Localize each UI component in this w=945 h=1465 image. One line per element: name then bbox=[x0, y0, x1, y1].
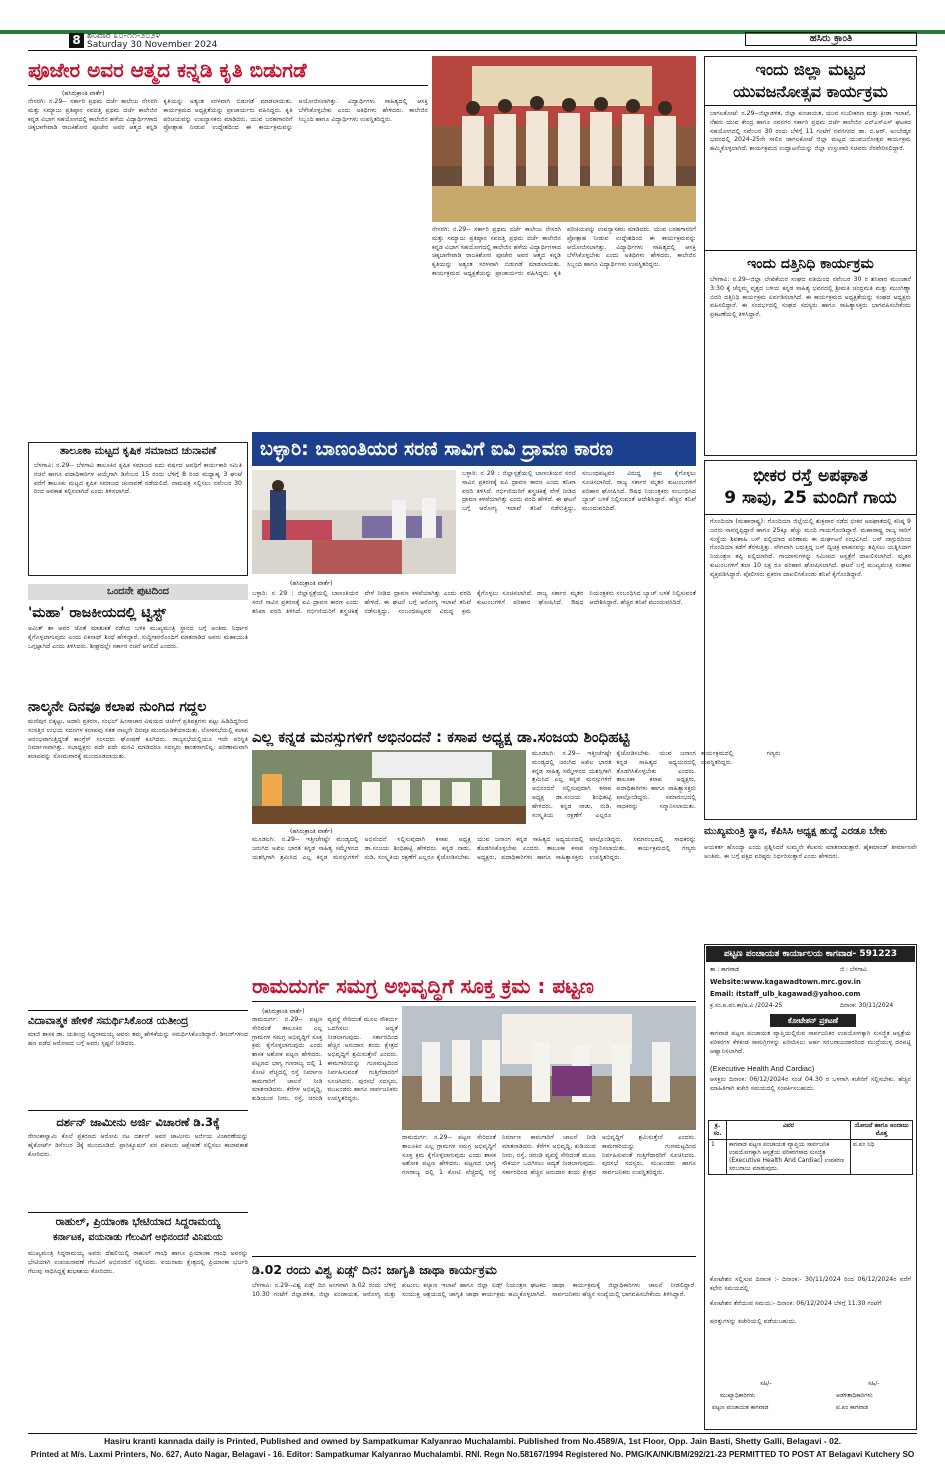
darshan-headline: ದರ್ಶನ್ ಜಾಮೀನು ಅರ್ಜಿ ವಿಚಾರಣೆ ಡಿ.3ಕ್ಕೆ bbox=[56, 1115, 220, 1129]
issue-date-kannada: ಶನಿವಾರ ೩೦-೧೧-೨೦೨೪ bbox=[87, 31, 161, 41]
divider-left-2 bbox=[28, 1110, 248, 1111]
footer-line-1: Hasiru kranti kannada daily is Printed, Published and owned by Sampatkumar Kalyanrao Muchalambi. Published from No.4589/A, 1st Floor, Opp. Jain Basti, Shetty Galli, Belagavi - 02. bbox=[104, 1436, 841, 1446]
ballari-photo bbox=[252, 470, 456, 574]
tender-ref: ಕ್ರ.ಸಂ.ಪ.ಪಂ.ಕಾ/ಅ.ವಿ /2024-25 bbox=[710, 1002, 783, 1009]
story1-headline: ಪೂಜೇರ ಅವರ ಆತ್ಮದ ಕನ್ನಡಿ ಕೃತಿ ಬಿಡುಗಡೆ bbox=[28, 58, 307, 82]
tender-col-amount: ಯೋಜನೆ ಹಾಗೂ ಅಂದಾಜು ಮೊತ್ತ bbox=[851, 1121, 913, 1140]
yuva-headline-1: ಇಂದು ಜಿಲ್ಲಾ ಮಟ್ಟದ bbox=[755, 60, 866, 79]
masthead: ಹಸಿರು ಕ್ರಾಂತಿ bbox=[745, 32, 917, 46]
ramdurg-body: ರಾಮದುರ್ಗ: ನ.29-- ಪಟ್ಟಣ ಸೇರಿದಂತೆ ತಾಲೂಕಿನ ಎಲ್ಲ ಗ್ರಾಮಗಳ ಸಮಗ್ರ ಅಭಿವೃದ್ಧಿಗೆ ಸೂಕ್ತ ಕ್ರಮ ಕೈಗೊಳ್ಳಲಾಗುವುದು ಎಂದು ಶಾಸಕ ಅಶೋಕ ಪಟ್ಟಣ ಹೇಳಿದರು. ಪಟ್ಟಣದ ಭಾಗ್ಯ ಗಣರಾಜ್ಯ ದಲ್ಲಿ 1 ಕೋಟಿ ವೆಚ್ಚದಲ್ಲಿ ರಸ್ತೆ ನಿರ್ಮಾಣ ಕಾಮಗಾರಿಗೆ ಚಾಲನೆ ನೀಡಿ ಮಾತನಾಡಿದರು. ಕೆರೆಗಳ ಅಭಿವೃದ್ಧಿ, ಕುಡಿಯುವ ನೀರು, ರಸ್ತೆ, ಚರಂಡಿ ವ್ಯವಸ್ಥೆ ಸೇರಿದಂತೆ ಮೂಲ ಸೌಕರ್ಯ ಒದಗಿಸಲು ಆದ್ಯತೆ ನೀಡಲಾಗುವುದು. ಸರ್ಕಾರದಿಂದ ಹೆಚ್ಚಿನ ಅನುದಾನ ತಂದು ಕ್ಷೇತ್ರದ ಅಭಿವೃದ್ಧಿಗೆ ಶ್ರಮಿಸುತ್ತೇನೆ ಎಂದರು. ಕಾಮಗಾರಿಯನ್ನು ಗುಣಮಟ್ಟದಿಂದ ನಿರ್ವಹಿಸುವಂತೆ ಗುತ್ತಿಗೆದಾರರಿಗೆ ಸೂಚಿಸಿದರು. ಪುರಸಭೆ ಸದಸ್ಯರು, ಮುಖಂಡರು ಹಾಗೂ ಸಾರ್ವಜನಿಕರು ಉಪಸ್ಥಿತರಿದ್ದರು. bbox=[252, 1016, 398, 1103]
accident-rule bbox=[704, 514, 917, 515]
tender-equipment: (Executive Health And Cardiac) bbox=[710, 1064, 815, 1073]
vidhayaka-body: ಮಾಜಿ ಶಾಸಕ ಡಾ. ಯತೀಂದ್ರ ಸಿದ್ದರಾಮಯ್ಯ ಅವರು ತಮ್ಮ ಹೇಳಿಕೆಯನ್ನು ಸಮರ್ಥಿಸಿಕೊಂಡಿದ್ದಾರೆ. ಡೀಲರ್‌ಗಳಿಂದ ಹಣ ಪಡೆದ ಆರೋಪದ ಬಗ್ಗೆ ಅವರು ಸ್ಪಷ್ಟನೆ ನೀಡಿದರು. bbox=[28, 1031, 248, 1047]
tender-intro: ಕಾಗವಾಡ ಪಟ್ಟಣ ಪಂಚಾಯತ ವ್ಯಾಪ್ತಿಯಲ್ಲಿರುವ ಸಾರ್ವಜನಿಕರ ಉಪಯೋಗಕ್ಕಾಗಿ ಸುಸಜ್ಜಿತ ಆಸ್ಪತ್ರೆಯ ಪರಿಕರಗಳ ಕೆಳಕಂಡ ಸಾಮಗ್ರಿಗಳನ್ನು ಖರೀದಿಸಲು ಅರ್ಹ ಸರಬರಾಜುದಾರರಿಂದ ಮುದ್ರೆಯುಳ್ಳ ದರಪಟ್ಟಿ ಆಹ್ವಾನಿಸಲಾಗಿದೆ. bbox=[710, 1030, 911, 1055]
kasapa-body: ಮೂಡಲಗಿ: ನ.29-- ಇತ್ತೀಚೆಗಷ್ಟೇ ಮಂಡ್ಯದಲ್ಲಿ ಜರುಗಿದ ಅಖಿಲ ಭಾರತ ಕನ್ನಡ ಸಾಹಿತ್ಯ ಸಮ್ಮೇಳನದ ಯಶಸ್ಸಿಗಾಗಿ ಶ್ರಮಿಸಿದ ಎಲ್ಲ ಕನ್ನಡ ಮನಸ್ಸುಗಳಿಗೆ ಅಭಿನಂದನೆ ಸಲ್ಲಿಸುವುದಾಗಿ ಕಸಾಪ ಅಧ್ಯಕ್ಷ ಡಾ.ಸಂಜಯ ಶಿಂಧಿಹಟ್ಟಿ ಹೇಳಿದರು. ಕನ್ನಡ ನಾಡು, ನುಡಿ, ಸಂಸ್ಕೃತಿಯ ರಕ್ಷಣೆಗೆ ಎಲ್ಲರೂ ಕೈಜೋಡಿಸಬೇಕು. ಯುವ ಜನಾಂಗ ಕನ್ನಡ ಸಾಹಿತ್ಯದ ಅಧ್ಯಯನದಲ್ಲಿ ತೊಡಗಿಸಿಕೊಳ್ಳಬೇಕು ಎಂದರು. ತಾಲೂಕಾ ಕಸಾಪ ಅಧ್ಯಕ್ಷರು, ಪದಾಧಿಕಾರಿಗಳು ಹಾಗೂ ಸಾಹಿತ್ಯಾಸಕ್ತರು ಪಾಲ್ಗೊಂಡಿದ್ದರು. ಸಮಾರಂಭದಲ್ಲಿ ಸಾಧಕರನ್ನು ಸನ್ಮಾನಿಸಲಾಯಿತು. ಕಾರ್ಯಕ್ರಮದಲ್ಲಿ ಗಣ್ಯರು ಉಪಸ್ಥಿತರಿದ್ದರು. bbox=[252, 836, 696, 861]
tender-taluk: ತಾ : ಕಾಗವಾಡ bbox=[710, 966, 739, 973]
tender-notice-title: ಕೋಟೇಶನ್ ಪ್ರಕಟಣೆ bbox=[770, 1014, 856, 1027]
tender-open-date: ಕೋಟೇಶನ ತೆರೆಯುವ ಸಮಯ:- ದಿನಾಂಕ: 06/12/2024 ಬೆಳಿಗ್ಗೆ 11.30 ಗಂಟೆಗೆ bbox=[710, 1300, 882, 1307]
accident-headline-1: ಭೀಕರ ರಸ್ತೆ ಅಪಘಾತ bbox=[753, 466, 868, 486]
story1-photo bbox=[432, 56, 696, 222]
ramdurg-rule bbox=[252, 1001, 696, 1002]
cm-headline: ಮುಖ್ಯಮಂತ್ರಿ ಸ್ಥಾನ, ಕೆಪಿಸಿಸಿ ಅಧ್ಯಕ್ಷ ಹುದ್ದೆ ಎರಡೂ ಬೇಕು bbox=[704, 826, 888, 837]
divider-left-1 bbox=[28, 1010, 248, 1011]
divider-1 bbox=[704, 250, 917, 251]
maha-body: ಅಮಿತ್ ಶಾ ಅವರ ಜೊತೆ ಮಾತುಕತೆ ನಡೆಸಿದ ಬಳಿಕ ಮುಖ್ಯಮಂತ್ರಿ ಸ್ಥಾನದ ಬಗ್ಗೆ ಅಂತಿಮ ನಿರ್ಧಾರ ಕೈಗೊಳ್ಳಲಾಗುವುದು ಎಂದು ಏಕನಾಥ್ ಶಿಂಧೆ ಹೇಳಿದ್ದಾರೆ. ಸುದ್ದಿಗಾರರೊಂದಿಗೆ ಮಾತನಾಡಿದ ಅವರು ಮಹಾಯುತಿ ಒಗ್ಗಟ್ಟಾಗಿದೆ ಎಂದು ತಿಳಿಸಿದರು. ಶೀಘ್ರದಲ್ಲೇ ಸರ್ಕಾರ ರಚನೆ ಆಗಲಿದೆ ಎಂದರು. bbox=[28, 625, 248, 650]
aids-body: ಬೆಳಗಾವಿ: ನ.29--ವಿಶ್ವ ಏಡ್ಸ್ ದಿನ ಅಂಗವಾಗಿ ಡಿ.02 ರಂದು ಬೆಳಿಗ್ಗೆ 10.30 ಗಂಟೆಗೆ ಜಿಲ್ಲಾಡಳಿತ, ಜಿಲ್ಲಾ ಪಂಚಾಯತ, ಆರೋಗ್ಯ ಮತ್ತು ಕುಟುಂಬ ಕಲ್ಯಾಣ ಇಲಾಖೆ ಹಾಗೂ ಜಿಲ್ಲಾ ಏಡ್ಸ್ ನಿಯಂತ್ರಣ ಘಟಕದ ಸಂಯುಕ್ತ ಆಶ್ರಯದಲ್ಲಿ ಜಾಗೃತಿ ಜಾಥಾ ಕಾರ್ಯಕ್ರಮ ಹಮ್ಮಿಕೊಳ್ಳಲಾಗಿದೆ. ಜಾಥಾ ಕಾರ್ಯಕ್ರಮಕ್ಕೆ ಜಿಲ್ಲಾಧಿಕಾರಿಗಳು ಚಾಲನೆ ನೀಡಲಿದ್ದಾರೆ. ಸಾರ್ವಜನಿಕರು ಹೆಚ್ಚಿನ ಸಂಖ್ಯೆಯಲ್ಲಿ ಭಾಗವಹಿಸಬೇಕೆಂದು ತಿಳಿಸಿದ್ದಾರೆ. bbox=[252, 1282, 696, 1298]
cm-body: ಆಯಕರ್ತ ಹೊಂದ್ಯಾ ಎಂದು ಪ್ರಶ್ನಿಸಿದರೆ ಸುಮ್ಮನೇ ಕೆಲವರು ಮಾತನಾಡುತ್ತಾರೆ. ಹೈಕಮಾಂಡ್ ತೀರ್ಮಾನವೇ ಅಂತಿಮ. ಈ ಬಗ್ಗೆ ಪಕ್ಷದ ವರಿಷ್ಠರು ನಿರ್ಧರಿಸುತ್ತಾರೆ ಎಂದು ಹೇಳಿದರು. bbox=[704, 844, 917, 860]
tender-district: ಜಿ : ಬೆಳಗಾವಿ bbox=[840, 966, 867, 973]
ballari-body: ಬಳ್ಳಾರಿ: ನ 29 : ಜಿಲ್ಲಾಸ್ಪತ್ರೆಯಲ್ಲಿ ಬಾಣಂತಿಯರ ಸರಣಿ ಸಾವಿನ ಪ್ರಕರಣಕ್ಕೆ ಐವಿ ದ್ರಾವಣ ಕಾರಣ ಎಂದು ತನಿಖಾ ವರದಿ ತಿಳಿಸಿದೆ. ಗರ್ಭಿಣಿಯರಿಗೆ ಶಸ್ತ್ರಚಿಕಿತ್ಸೆ ವೇಳೆ ನೀಡಿದ ದ್ರಾವಣ ಕಳಪೆಯಾಗಿತ್ತು ಎಂದು ವರದಿ ಹೇಳಿದೆ. ಈ ಘಟನೆ ಬಗ್ಗೆ ಆರೋಗ್ಯ ಇಲಾಖೆ ತನಿಖೆ ನಡೆಸುತ್ತಿದ್ದು, ಸಂಬಂಧಪಟ್ಟವರ ವಿರುದ್ಧ ಕ್ರಮ ಕೈಗೊಳ್ಳಲು ಸೂಚಿಸಲಾಗಿದೆ. ರಾಜ್ಯ ಸರ್ಕಾರ ಮೃತರ ಕುಟುಂಬಗಳಿಗೆ ಪರಿಹಾರ ಘೋಷಿಸಿದೆ. ಔಷಧ ನಿಯಂತ್ರಕರು ಸಂಬಂಧಿಸಿದ ಬ್ಯಾಚ್ ಬಳಕೆ ನಿಲ್ಲಿಸುವಂತೆ ಆದೇಶಿಸಿದ್ದಾರೆ. ಹೆಚ್ಚಿನ ತನಿಖೆ ಮುಂದುವರಿದಿದೆ. bbox=[462, 470, 696, 513]
kasapa-photo bbox=[252, 750, 526, 824]
tender-row-desc: ಕಾಗವಾಡ ಪಟ್ಟಣ ಪಂಚಾಯತ ವ್ಯಾಪ್ತಿಯ ಸಾರ್ವಜನಿಕ ಉಪಯೋಗಕ್ಕಾಗಿ ಆಸ್ಪತ್ರೆಯ ಪರಿಕರಗಳಾದ ಸುಸಜ್ಜಿತ (Executive Health And Cardiac) ಉಪಕರಣ ಸರಬರಾಜು ಮಾಡುವುದು. bbox=[727, 1140, 851, 1175]
darshan-body: ರೇಣುಕಾಸ್ವಾಮಿ ಕೊಲೆ ಪ್ರಕರಣದ ಆರೋಪಿ ನಟ ದರ್ಶನ್ ಅವರ ಜಾಮೀನು ಅರ್ಜಿಯ ವಿಚಾರಣೆಯನ್ನು ಹೈಕೋರ್ಟ್ ಡಿಸೆಂಬರ 3ಕ್ಕೆ ಮುಂದೂಡಿದೆ. ಪ್ರಾಸಿಕ್ಯೂಷನ್ ಪರ ವಕೀಲರು ಆಕ್ಷೇಪಣೆ ಸಲ್ಲಿಸಲು ಕಾಲಾವಕಾಶ ಕೋರಿದರು. bbox=[28, 1133, 248, 1158]
issue-date bbox=[87, 32, 217, 50]
nalkane-body: ಮಣಿಪುರ ಬಿಕ್ಕಟ್ಟು, ಅದಾನಿ ಪ್ರಕರಣ, ಸಂಭಲ್ ಹಿಂಸಾಚಾರ ವಿಷಯದ ಚರ್ಚೆಗೆ ಪ್ರತಿಪಕ್ಷಗಳು ಪಟ್ಟು ಹಿಡಿದಿದ್ದರಿಂದ ಸಂಸತ್ತಿನ ಉಭಯ ಸದನಗಳ ಕಲಾಪವು ಸತತ ನಾಲ್ಕನೇ ದಿನವೂ ಮುಂದೂಡಿಕೆಯಾಯಿತು. ಲೋಕಸಭೆಯಲ್ಲಿ ಕಲಾಪ ಆರಂಭವಾಗುತ್ತಿದ್ದಂತೆ ಕಾಂಗ್ರೆಸ್ ಸಂಸದರು ಘೋಷಣೆ ಕೂಗಿದರು. ರಾಜ್ಯಸಭೆಯಲ್ಲಿಯೂ ಇದೇ ಪರಿಸ್ಥಿತಿ ನಿರ್ಮಾಣವಾಗಿತ್ತು. ಸಭಾಧ್ಯಕ್ಷರು ಪದೇ ಪದೇ ಮನವಿ ಮಾಡಿದರೂ ಸದಸ್ಯರು ಶಾಂತರಾಗಲಿಲ್ಲ. ಪರಿಣಾಮವಾಗಿ ಕಲಾಪವನ್ನು ಸೋಮವಾರಕ್ಕೆ ಮುಂದೂಡಲಾಯಿತು. bbox=[28, 718, 248, 761]
header-rule bbox=[28, 50, 917, 51]
ballari-body-continued: ಬಳ್ಳಾರಿ: ನ 29 : ಜಿಲ್ಲಾಸ್ಪತ್ರೆಯಲ್ಲಿ ಬಾಣಂತಿಯರ ಸರಣಿ ಸಾವಿನ ಪ್ರಕರಣಕ್ಕೆ ಐವಿ ದ್ರಾವಣ ಕಾರಣ ಎಂದು ತನಿಖಾ ವರದಿ ತಿಳಿಸಿದೆ. ಗರ್ಭಿಣಿಯರಿಗೆ ಶಸ್ತ್ರಚಿಕಿತ್ಸೆ ವೇಳೆ ನೀಡಿದ ದ್ರಾವಣ ಕಳಪೆಯಾಗಿತ್ತು ಎಂದು ವರದಿ ಹೇಳಿದೆ. ಈ ಘಟನೆ ಬಗ್ಗೆ ಆರೋಗ್ಯ ಇಲಾಖೆ ತನಿಖೆ ನಡೆಸುತ್ತಿದ್ದು, ಸಂಬಂಧಪಟ್ಟವರ ವಿರುದ್ಧ ಕ್ರಮ ಕೈಗೊಳ್ಳಲು ಸೂಚಿಸಲಾಗಿದೆ. ರಾಜ್ಯ ಸರ್ಕಾರ ಮೃತರ ಕುಟುಂಬಗಳಿಗೆ ಪರಿಹಾರ ಘೋಷಿಸಿದೆ. ಔಷಧ ನಿಯಂತ್ರಕರು ಸಂಬಂಧಿಸಿದ ಬ್ಯಾಚ್ ಬಳಕೆ ನಿಲ್ಲಿಸುವಂತೆ ಆದೇಶಿಸಿದ್ದಾರೆ. ಹೆಚ್ಚಿನ ತನಿಖೆ ಮುಂದುವರಿದಿದೆ. bbox=[252, 590, 696, 615]
tender-col-desc: ವಿವರ bbox=[727, 1121, 851, 1140]
continued-section-label: ಒಂದನೇ ಪುಟದಿಂದ bbox=[28, 584, 248, 600]
story1-body-continued: ನೇಸರಗಿ: ನ.29-- ಸರ್ಕಾರಿ ಪ್ರಥಮ ದರ್ಜೆ ಕಾಲೇಜು ನೇಸರಗಿ ಮತ್ತು ಸಮ್ಯಾಜು ಪ್ರತಿಷ್ಠಾನ ಸವದತ್ತಿ ಪ್ರಥಮ ದರ್ಜೆ ಕಾಲೇಜಿನ ಕನ್ನಡ ವಿಭಾಗ ಸಹಯೋಗದಲ್ಲಿ ಕಾಲೇಜಿನ ಹಳೆಯ ವಿದ್ಯಾರ್ಥಿಗಳಾದ ಚಿಕ್ಕಬಾಗೇವಾಡಿ ರಾಜಕಿಶೋರ ಪೂಜೇರ ಅವರ ಆತ್ಮದ ಕನ್ನಡಿ ಕೃತಿಯನ್ನು ಅತ್ಯಂತ ಸರಳವಾಗಿ ಬಿಡುಗಡೆ ಮಾಡಲಾಯಿತು. ಕಾರ್ಯಕ್ರಮದ ಅಧ್ಯಕ್ಷತೆಯನ್ನು ಪ್ರಾಚಾರ್ಯರು ವಹಿಸಿದ್ದರು. ಕೃತಿ ಪರಿಚಯವನ್ನು ಉಪನ್ಯಾಸಕರು ಮಾಡಿದರು. ಯುವ ಬರಹಗಾರರಿಗೆ ಪ್ರೋತ್ಸಾಹ ನೀಡುವ ಉದ್ದೇಶದಿಂದ ಈ ಕಾರ್ಯಕ್ರಮವನ್ನು ಆಯೋಜಿಸಲಾಗಿತ್ತು. ವಿದ್ಯಾರ್ಥಿಗಳು ಸಾಹಿತ್ಯದಲ್ಲಿ ಆಸಕ್ತಿ ಬೆಳೆಸಿಕೊಳ್ಳಬೇಕು ಎಂದು ಅತಿಥಿಗಳು ಹೇಳಿದರು. ಕಾಲೇಜಿನ ಸಿಬ್ಬಂದಿ ಹಾಗೂ ವಿದ್ಯಾರ್ಥಿಗಳು ಉಪಸ್ಥಿತರಿದ್ದರು. bbox=[432, 226, 696, 277]
footer-rule bbox=[28, 1433, 917, 1434]
tender-sign-right-2: ಆಡಳಿತಾಧಿಕಾರಿಗಳು bbox=[836, 1392, 873, 1399]
kasapa-dateline: (ಹಸಿರುಕ್ರಾಂತಿ ವಾರ್ತೆ) bbox=[290, 828, 333, 835]
krushi-headline: ತಾಲೂಕಾ ಮಟ್ಟದ ಕೃಷಿಕ ಸಮಾಜದ ಚುನಾವಣೆ bbox=[59, 445, 217, 457]
tender-sign-right-3: ಪ.ಪಂ ಕಾಗವಾಡ bbox=[836, 1404, 869, 1411]
aids-rule bbox=[252, 1256, 696, 1257]
ramdurg-dateline: (ಹಸಿರುಕ್ರಾಂತಿ ವಾರ್ತೆ) bbox=[262, 1008, 305, 1015]
tender-sign-right-1: ಸಹಿ/- bbox=[868, 1380, 880, 1387]
accident-body: ಗೊಂದಿಯಾ (ಮಹಾರಾಷ್ಟ್ರ): ಗೊಂದಿಯಾ ಜಿಲ್ಲೆಯಲ್ಲಿ ಶುಕ್ರವಾರ ನಡೆದ ಭೀಕರ ಅಪಘಾತದಲ್ಲಿ ಕನಿಷ್ಠ 9 ಜನರು ಸಾವನ್ನಪ್ಪಿದ್ದಾರೆ ಹಾಗೂ 25ಕ್ಕೂ ಹೆಚ್ಚು ಮಂದಿ ಗಾಯಗೊಂಡಿದ್ದಾರೆ. ಮಹಾರಾಷ್ಟ್ರ ರಾಜ್ಯ ಸಾರಿಗೆ ಸಂಸ್ಥೆಯ ಶಿವಶಾಹಿ ಬಸ್ ಪಲ್ಟಿಯಾದ ಪರಿಣಾಮ ಈ ದುರ್ಘಟನೆ ಸಂಭವಿಸಿದೆ. ಬಸ್ ನಾಗ್ಪುರದಿಂದ ಗೊಂದಿಯಾ ಕಡೆಗೆ ತೆರಳುತ್ತಿತ್ತು. ವೇಗವಾಗಿ ಬರುತ್ತಿದ್ದ ಬಸ್ ದ್ವಿಚಕ್ರ ವಾಹನವನ್ನು ತಪ್ಪಿಸಲು ಯತ್ನಿಸಿದಾಗ ನಿಯಂತ್ರಣ ತಪ್ಪಿ ಪಲ್ಟಿಯಾಗಿದೆ. ಗಾಯಾಳುಗಳನ್ನು ಸಮೀಪದ ಆಸ್ಪತ್ರೆಗೆ ದಾಖಲಿಸಲಾಗಿದೆ. ಮೃತರ ಕುಟುಂಬಗಳಿಗೆ ತಲಾ 10 ಲಕ್ಷ ರೂ ಪರಿಹಾರ ಘೋಷಿಸಲಾಗಿದೆ. ಘಟನೆ ಬಗ್ಗೆ ಮುಖ್ಯಮಂತ್ರಿ ಸಂತಾಪ ವ್ಯಕ್ತಪಡಿಸಿದ್ದಾರೆ. ಪೊಲೀಸರು ಪ್ರಕರಣ ದಾಖಲಿಸಿಕೊಂಡು ತನಿಖೆ ಕೈಗೊಂಡಿದ್ದಾರೆ. bbox=[710, 518, 911, 578]
ballari-headline: ಬಳ್ಳಾರಿ: ಬಾಣಂತಿಯರ ಸರಣಿ ಸಾವಿಗೆ ಐವಿ ದ್ರಾವಣ ಕಾರಣ bbox=[252, 432, 696, 466]
tender-website: Website:www.kagawadtown.mrc.gov.in bbox=[710, 978, 861, 986]
dattinidhi-headline: ಇಂದು ದತ್ತಿನಿಧಿ ಕಾರ್ಯಕ್ರಮ bbox=[747, 256, 874, 272]
dattinidhi-body: ಬೆಳಗಾವಿ: ನ.29--ಜಿಲ್ಲಾ ಲೇಖಿಕೆಯರ ಸಂಘದ ವತಿಯಿಂದ ನವೆಂಬರ 30 ರ ಶನಿವಾರ ಮುಂಜಾನೆ 3:30 ಕ್ಕೆ ಚೆನ್ನಮ್ಮ ವೃತ್ತದ ಬಳಿಯ ಕನ್ನಡ ಸಾಹಿತ್ಯ ಭವನದಲ್ಲಿ ಶ್ರೀಮತಿ ಚಂದ್ರಮತಿ ಮತ್ತು ಮುಂಗಿಣ್ಣಾ ಬಿದರಿ ದತ್ತಿನಿಧಿ ಕಾರ್ಯಕ್ರಮ ಏರ್ಪಡಿಸಲಾಗಿದೆ. ಈ ಕಾರ್ಯಕ್ರಮದ ಅಧ್ಯಕ್ಷತೆಯನ್ನು ಸಂಘದ ಅಧ್ಯಕ್ಷರು ವಹಿಸಲಿದ್ದಾರೆ. ಈ ಸಂದರ್ಭದಲ್ಲಿ ಸಂಘದ ಸದಸ್ಯರು ಹಾಗೂ ಸಾಹಿತ್ಯಾಸಕ್ತರು ಭಾಗವಹಿಸಬೇಕೆಂದು ಪ್ರಕಟಣೆಯಲ್ಲಿ ತಿಳಿಸಿದ್ದಾರೆ. bbox=[710, 276, 911, 319]
tender-submit-date: ಕೋಟೇಶನ ಸಲ್ಲಿಸುವ ದಿನಾಂಕ :- ದಿನಾಂಕ:- 30/11/2024 ರಿಂದ 06/12/2024ರ ವರೆಗೆ ಕಛೇರಿ ಸಮಯದಲ್ಲಿ bbox=[710, 1276, 911, 1292]
ramdurg-body-continued: ರಾಮದುರ್ಗ: ನ.29-- ಪಟ್ಟಣ ಸೇರಿದಂತೆ ತಾಲೂಕಿನ ಎಲ್ಲ ಗ್ರಾಮಗಳ ಸಮಗ್ರ ಅಭಿವೃದ್ಧಿಗೆ ಸೂಕ್ತ ಕ್ರಮ ಕೈಗೊಳ್ಳಲಾಗುವುದು ಎಂದು ಶಾಸಕ ಅಶೋಕ ಪಟ್ಟಣ ಹೇಳಿದರು. ಪಟ್ಟಣದ ಭಾಗ್ಯ ಗಣರಾಜ್ಯ ದಲ್ಲಿ 1 ಕೋಟಿ ವೆಚ್ಚದಲ್ಲಿ ರಸ್ತೆ ನಿರ್ಮಾಣ ಕಾಮಗಾರಿಗೆ ಚಾಲನೆ ನೀಡಿ ಮಾತನಾಡಿದರು. ಕೆರೆಗಳ ಅಭಿವೃದ್ಧಿ, ಕುಡಿಯುವ ನೀರು, ರಸ್ತೆ, ಚರಂಡಿ ವ್ಯವಸ್ಥೆ ಸೇರಿದಂತೆ ಮೂಲ ಸೌಕರ್ಯ ಒದಗಿಸಲು ಆದ್ಯತೆ ನೀಡಲಾಗುವುದು. ಸರ್ಕಾರದಿಂದ ಹೆಚ್ಚಿನ ಅನುದಾನ ತಂದು ಕ್ಷೇತ್ರದ ಅಭಿವೃದ್ಧಿಗೆ ಶ್ರಮಿಸುತ್ತೇನೆ ಎಂದರು. ಕಾಮಗಾರಿಯನ್ನು ಗುಣಮಟ್ಟದಿಂದ ನಿರ್ವಹಿಸುವಂತೆ ಗುತ್ತಿಗೆದಾರರಿಗೆ ಸೂಚಿಸಿದರು. ಪುರಸಭೆ ಸದಸ್ಯರು, ಮುಖಂಡರು ಹಾಗೂ ಸಾರ್ವಜನಿಕರು ಉಪಸ್ಥಿತರಿದ್ದರು. bbox=[402, 1134, 696, 1177]
vidhayaka-headline: ವಿದಾವಾತ್ಮಕ ಹೇಳಿಕೆ ಸಮರ್ಥಿಸಿಕೊಂಡ ಯತೀಂದ್ರ bbox=[28, 1015, 189, 1027]
ramdurg-photo bbox=[402, 1006, 696, 1130]
story1-rule bbox=[28, 85, 428, 86]
ramdurg-headline: ರಾಮದುರ್ಗ ಸಮಗ್ರ ಅಭಿವೃದ್ಧಿಗೆ ಸೂಕ್ತ ಕ್ರಮ : ಪಟ್ಟಣ bbox=[252, 974, 594, 998]
tender-table bbox=[708, 1120, 913, 1175]
issue-date-english: Saturday 30 November 2024 bbox=[87, 40, 218, 50]
maha-headline: 'ಮಹಾ' ರಾಜಕೀಯದಲ್ಲಿ ಟ್ವಿಸ್ಟ್ bbox=[28, 605, 166, 621]
rahul-headline-1: ರಾಹುಲ್, ಪ್ರಿಯಾಂಕಾ ಭೇಟಿಯಾದ ಸಿದ್ದರಾಮಯ್ಯ bbox=[55, 1216, 221, 1228]
tender-sign-left-2: ಮುಖ್ಯಾಧಿಕಾರಿಗಳು bbox=[720, 1392, 756, 1399]
accident-headline-2: 9 ಸಾವು, 25 ಮಂದಿಗೆ ಗಾಯ bbox=[724, 488, 897, 508]
story1-dateline: (ಹಸಿರುಕ್ರಾಂತಿ ವಾರ್ತೆ) bbox=[62, 90, 105, 97]
story1-body: ನೇಸರಗಿ: ನ.29-- ಸರ್ಕಾರಿ ಪ್ರಥಮ ದರ್ಜೆ ಕಾಲೇಜು ನೇಸರಗಿ ಮತ್ತು ಸಮ್ಯಾಜು ಪ್ರತಿಷ್ಠಾನ ಸವದತ್ತಿ ಪ್ರಥಮ ದರ್ಜೆ ಕಾಲೇಜಿನ ಕನ್ನಡ ವಿಭಾಗ ಸಹಯೋಗದಲ್ಲಿ ಕಾಲೇಜಿನ ಹಳೆಯ ವಿದ್ಯಾರ್ಥಿಗಳಾದ ಚಿಕ್ಕಬಾಗೇವಾಡಿ ರಾಜಕಿಶೋರ ಪೂಜೇರ ಅವರ ಆತ್ಮದ ಕನ್ನಡಿ ಕೃತಿಯನ್ನು ಅತ್ಯಂತ ಸರಳವಾಗಿ ಬಿಡುಗಡೆ ಮಾಡಲಾಯಿತು. ಕಾರ್ಯಕ್ರಮದ ಅಧ್ಯಕ್ಷತೆಯನ್ನು ಪ್ರಾಚಾರ್ಯರು ವಹಿಸಿದ್ದರು. ಕೃತಿ ಪರಿಚಯವನ್ನು ಉಪನ್ಯಾಸಕರು ಮಾಡಿದರು. ಯುವ ಬರಹಗಾರರಿಗೆ ಪ್ರೋತ್ಸಾಹ ನೀಡುವ ಉದ್ದೇಶದಿಂದ ಈ ಕಾರ್ಯಕ್ರಮವನ್ನು ಆಯೋಜಿಸಲಾಗಿತ್ತು. ವಿದ್ಯಾರ್ಥಿಗಳು ಸಾಹಿತ್ಯದಲ್ಲಿ ಆಸಕ್ತಿ ಬೆಳೆಸಿಕೊಳ್ಳಬೇಕು ಎಂದು ಅತಿಥಿಗಳು ಹೇಳಿದರು. ಕಾಲೇಜಿನ ಸಿಬ್ಬಂದಿ ಹಾಗೂ ವಿದ್ಯಾರ್ಥಿಗಳು ಉಪಸ್ಥಿತರಿದ್ದರು. bbox=[28, 98, 428, 132]
tender-row-no: 1 bbox=[709, 1140, 727, 1175]
rahul-body: ಮುಖ್ಯಮಂತ್ರಿ ಸಿದ್ದರಾಮಯ್ಯ ಅವರು ದೆಹಲಿಯಲ್ಲಿ ರಾಹುಲ್ ಗಾಂಧಿ ಹಾಗೂ ಪ್ರಿಯಾಂಕಾ ಗಾಂಧಿ ಅವರನ್ನು ಭೇಟಿಯಾಗಿ ಉಪಚುನಾವಣೆ ಗೆಲುವಿಗೆ ಅಭಿನಂದನೆ ಸಲ್ಲಿಸಿದರು. ವಯನಾಡು ಕ್ಷೇತ್ರದಲ್ಲಿ ಪ್ರಿಯಾಂಕಾ ಭರ್ಜರಿ ಗೆಲುವು ಸಾಧಿಸಿದ್ದಕ್ಕೆ ಶುಭಾಶಯ ಕೋರಿದರು. bbox=[28, 1250, 248, 1275]
tender-row-amount: ಪ.ಪಂ ನಿಧಿ bbox=[851, 1140, 913, 1175]
tender-office: ಪಟ್ಟಣ ಪಂಚಾಯತ ಕಾರ್ಯಾಲಯ ಕಾಗವಾಡ- 591223 bbox=[706, 946, 915, 962]
tender-intro2: ಆಸಕ್ತರು ದಿನಾಂಕ: 06/12/2024ರ ಸಂಜೆ 04.30 ರ ಒಳಗಾಗಿ ಕಚೇರಿಗೆ ಸಲ್ಲಿಸಬೇಕು. ಹೆಚ್ಚಿನ ಮಾಹಿತಿಗಾಗಿ ಕಚೇರಿ ಸಮಯದಲ್ಲಿ ಸಂಪರ್ಕಿಸಬಹುದು. bbox=[710, 1076, 911, 1092]
kasapa-headline: ಎಲ್ಲ ಕನ್ನಡ ಮನಸ್ಸುಗಳಿಗೆ ಅಭಿನಂದನೆ : ಕಸಾಪ ಅಧ್ಯಕ್ಷ ಡಾ.ಸಂಜಯ ಶಿಂಧಿಹಟ್ಟಿ bbox=[252, 728, 630, 746]
rahul-headline-2: ಕರ್ನಾಟಕ, ವಯನಾಡು ಗೆಲುವಿಗೆ ಅಭಿನಂದನೆ ವಿನಿಮಯ bbox=[53, 1232, 223, 1243]
tender-date: ದಿನಾಂಕ: 30/11/2024 bbox=[840, 1002, 894, 1009]
page-number: 8 bbox=[69, 33, 84, 48]
kasapa-body-side: ಮೂಡಲಗಿ: ನ.29-- ಇತ್ತೀಚೆಗಷ್ಟೇ ಮಂಡ್ಯದಲ್ಲಿ ಜರುಗಿದ ಅಖಿಲ ಭಾರತ ಕನ್ನಡ ಸಾಹಿತ್ಯ ಸಮ್ಮೇಳನದ ಯಶಸ್ಸಿಗಾಗಿ ಶ್ರಮಿಸಿದ ಎಲ್ಲ ಕನ್ನಡ ಮನಸ್ಸುಗಳಿಗೆ ಅಭಿನಂದನೆ ಸಲ್ಲಿಸುವುದಾಗಿ ಕಸಾಪ ಅಧ್ಯಕ್ಷ ಡಾ.ಸಂಜಯ ಶಿಂಧಿಹಟ್ಟಿ ಹೇಳಿದರು. ಕನ್ನಡ ನಾಡು, ನುಡಿ, ಸಂಸ್ಕೃತಿಯ ರಕ್ಷಣೆಗೆ ಎಲ್ಲರೂ ಕೈಜೋಡಿಸಬೇಕು. ಯುವ ಜನಾಂಗ ಕನ್ನಡ ಸಾಹಿತ್ಯದ ಅಧ್ಯಯನದಲ್ಲಿ ತೊಡಗಿಸಿಕೊಳ್ಳಬೇಕು ಎಂದರು. ತಾಲೂಕಾ ಕಸಾಪ ಅಧ್ಯಕ್ಷರು, ಪದಾಧಿಕಾರಿಗಳು ಹಾಗೂ ಸಾಹಿತ್ಯಾಸಕ್ತರು ಪಾಲ್ಗೊಂಡಿದ್ದರು. ಸಮಾರಂಭದಲ್ಲಿ ಸಾಧಕರನ್ನು ಸನ್ಮಾನಿಸಲಾಯಿತು. ಕಾರ್ಯಕ್ರಮದಲ್ಲಿ ಗಣ್ಯರು ಉಪಸ್ಥಿತರಿದ್ದರು. bbox=[532, 750, 781, 819]
ballari-dateline: (ಹಸಿರುಕ್ರಾಂತಿ ವಾರ್ತೆ) bbox=[290, 580, 333, 587]
divider-left-3 bbox=[28, 1212, 248, 1213]
aids-headline: ಡಿ.02 ರಂದು ವಿಶ್ವ ಏಡ್ಸ್ ದಿನ: ಜಾಗೃತಿ ಜಾಥಾ ಕಾರ್ಯಕ್ರಮ bbox=[252, 1262, 497, 1277]
tender-col-no: ಕ್ರ. ಸಂ. bbox=[709, 1121, 727, 1140]
yuva-rule bbox=[704, 105, 917, 106]
nalkane-headline: ನಾಲ್ಕನೇ ದಿನವೂ ಕಲಾಪ ನುಂಗಿದ ಗದ್ದಲ bbox=[28, 699, 207, 715]
tender-email: Email: itstaff_ulb_kagawad@yahoo.com bbox=[710, 990, 861, 998]
tender-conditions: ಷರತ್ತುಗಳನ್ನು ಕಚೇರಿಯಲ್ಲಿ ಪಡೆಯಬಹುದು. bbox=[710, 1318, 797, 1325]
footer-line-2: Printed at M/s. Laxmi Printers, No. 627, Auto Nagar, Belagavi - 16. Editor: Sampatkumar Kalyanrao Muchalambi. RNI. Regn No.58167/1994 Registered No. PMG/KA/NK/BM/292/21-23 PERMITTED TO POST AT Belagavi Kutchery SO bbox=[30, 1450, 915, 1459]
yuva-body: ಬಾಗಲಕೋಟೆ: ನ.29--ಜಿಲ್ಲಾಡಳಿತ, ಜಿಲ್ಲಾ ಪಂಚಾಯತ, ಯುವ ಸಬಲೀಕರಣ ಮತ್ತು ಕ್ರೀಡಾ ಇಲಾಖೆ, ನೆಹರು ಯುವ ಕೇಂದ್ರ ಹಾಗೂ ನವನಗರ ಸರ್ಕಾರಿ ಪ್ರಥಮ ದರ್ಜೆ ಕಾಲೇಜಿನ ಎನ್ಎಸ್ಎಸ್ ಘಟಕದ ಸಹಯೋಗದಲ್ಲಿ ನವೆಂಬರ 30 ರಂದು ಬೆಳಿಗ್ಗೆ 11 ಗಂಟೆಗೆ ನವನಗರದ ಡಾ. ಬಿ.ಆರ್. ಅಂಬೇಡ್ಕರ ಭವನದಲ್ಲಿ 2024-25ನೇ ಸಾಲಿನ ಜಾಗಲಕೋಟೆ ಜಿಲ್ಲಾ ಮಟ್ಟದ ಯುವಜನೋತ್ಸವ ಕಾರ್ಯಕ್ರಮ ಹಮ್ಮಿಕೊಳ್ಳಲಾಗಿದೆ. ಕಾರ್ಯಕ್ರಮದ ಉದ್ಘಾಟನೆಯನ್ನು ಜಿಲ್ಲಾ ಉಸ್ತುವಾರಿ ಸಚಿವರು ನೆರವೇರಿಸಲಿದ್ದಾರೆ. bbox=[710, 110, 911, 153]
yuva-headline-2: ಯುವಜನೋತ್ಸವ ಕಾರ್ಯಕ್ರಮ bbox=[733, 82, 888, 101]
tender-sign-left-1: ಸಹಿ/- bbox=[760, 1380, 772, 1387]
tender-sign-left-3: ಪಟ್ಟಣ ಪಂಚಾಯತ ಕಾಗವಾಡ bbox=[712, 1404, 769, 1411]
krushi-body: ಬೆಳಗಾವಿ: ನ.29-- ಬೆಳಗಾವಿ ತಾಲೂಕಿನ ಕೃಷಿಕ ಸಮಾಜದ ಐದು ವರ್ಷದ ಅವಧಿಗೆ ಕಾರ್ಯಕಾರಿ ಸಮಿತಿ ರಚನೆ ಹಾಗೂ ಪದಾಧಿಕಾರಿಗಳ ಆಯ್ಕೆಗಾಗಿ ಡಿಸೆಂಬರ 15 ರಂದು ಬೆಳಿಗ್ಗೆ 8 ರಿಂದ ಮಧ್ಯಾಹ್ನ 3 ಘಂಟೆ ವರೆಗೆ ತಾಲೂಕು ಮಟ್ಟದ ಕೃಷಿಕ ಸಮಾಜದ ಚುನಾವಣೆ ನಡೆಯಲಿದೆ. ನಾಮಪತ್ರ ಸಲ್ಲಿಸಲು ನವೆಂಬರ 30 ರಿಂದ ಅವಕಾಶ ಕಲ್ಪಿಸಲಾಗಿದೆ ಎಂದು ತಿಳಿಸಲಾಗಿದೆ. bbox=[34, 462, 242, 496]
